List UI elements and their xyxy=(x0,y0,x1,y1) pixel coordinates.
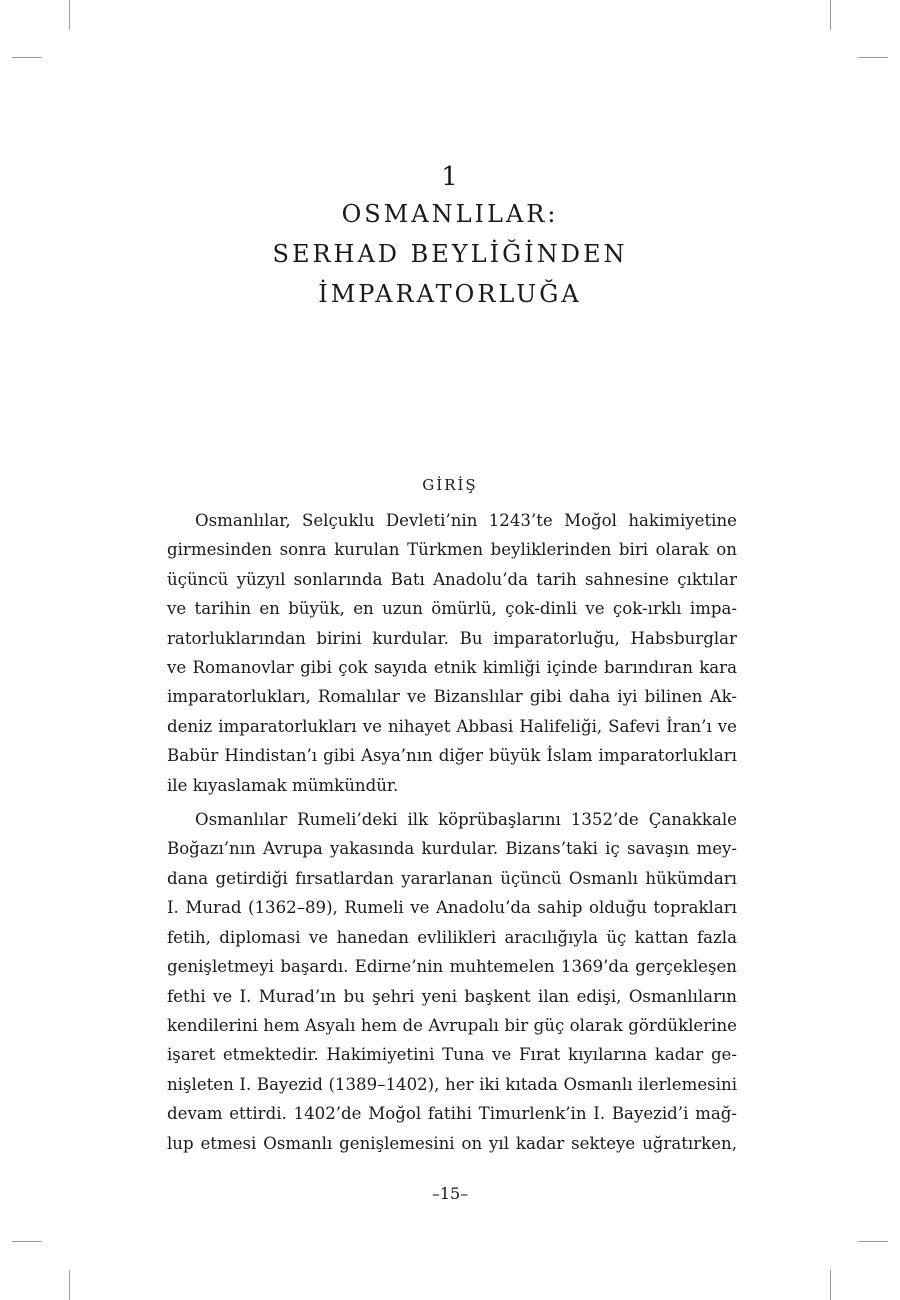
text-line: girmesinden sonra kurulan Türkmen beyliklerinden biri olarak on xyxy=(167,540,737,560)
text-line: devam ettirdi. 1402’de Moğol fatihi Timurlenk’in I. Bayezid’i mağ- xyxy=(167,1104,737,1124)
crop-mark-right-top xyxy=(858,57,888,58)
text-line: Osmanlılar Rumeli’deki ilk köprübaşlarını 1352’de Çanakkale xyxy=(195,810,737,830)
text-line: fethi ve I. Murad’ın bu şehri yeni başkent ilan edişi, Osmanlıların xyxy=(167,986,737,1006)
text-line: genişletmeyi başardı. Edirne’nin muhtemelen 1369’da gerçekleşen xyxy=(167,957,737,977)
text-line: Babür Hindistan’ı gibi Asya’nın diğer büyük İslam imparatorlukları xyxy=(167,746,737,766)
text-line: Boğazı’nın Avrupa yakasında kurdular. Bizans’taki iç savaşın mey- xyxy=(167,839,737,859)
body-text xyxy=(167,506,737,1158)
crop-mark-left-top xyxy=(12,57,42,58)
text-line: deniz imparatorlukları ve nihayet Abbasi Halifeliği, Safevi İran’ı ve xyxy=(167,716,737,736)
chapter-title-line-3: İMPARATORLUĞA xyxy=(318,280,582,308)
text-line: lup etmesi Osmanlı genişlemesini on yıl kadar sekteye uğratırken, xyxy=(167,1133,737,1153)
text-line: kendilerini hem Asyalı hem de Avrupalı bir güç olarak gördüklerine xyxy=(167,1015,737,1035)
text-line: Osmanlılar, Selçuklu Devleti’nin 1243’te Moğol hakimiyetine xyxy=(195,511,737,530)
section-heading: GİRİŞ xyxy=(422,476,478,494)
chapter-title-line-2: SERHAD BEYLİĞİNDEN xyxy=(272,240,628,268)
page-number: –15– xyxy=(431,1184,469,1203)
chapter-title-line-1: OSMANLILAR: xyxy=(341,200,559,228)
text-line: ve tarihin en büyük, en uzun ömürlü, çok-dinli ve çok-ırklı impa- xyxy=(167,599,737,619)
text-line: fetih, diplomasi ve hanedan evlilikleri aracılığıyla üç kattan fazla xyxy=(167,927,737,947)
paragraph-1 xyxy=(167,506,737,800)
text-line: I. Murad (1362–89), Rumeli ve Anadolu’da sahip olduğu toprakları xyxy=(167,898,737,918)
paragraph-2 xyxy=(167,805,737,1158)
crop-mark-bottom-left xyxy=(69,1270,70,1300)
text-line: ile kıyaslamak mümkündür. xyxy=(167,775,399,795)
chapter-heading xyxy=(0,160,900,314)
text-line: dana getirdiği fırsatlardan yararlanan üçüncü Osmanlı hükümdarı xyxy=(167,868,737,888)
text-line: ratorluklarından birini kurdular. Bu imparatorluğu, Habsburglar xyxy=(167,628,737,648)
crop-mark-left-bottom xyxy=(12,1241,42,1242)
chapter-number: 1 xyxy=(441,162,459,192)
text-line: ve Romanovlar gibi çok sayıda etnik kimliği içinde barındıran kara xyxy=(167,658,737,678)
crop-mark-bottom-right xyxy=(830,1270,831,1300)
crop-mark-top-right xyxy=(830,0,831,30)
text-line: nişleten I. Bayezid (1389–1402), her iki kıtada Osmanlı ilerlemesini xyxy=(167,1074,737,1094)
text-line: üçüncü yüzyıl sonlarında Batı Anadolu’da tarih sahnesine çıktılar xyxy=(167,569,737,589)
crop-mark-right-bottom xyxy=(858,1241,888,1242)
text-line: işaret etmektedir. Hakimiyetini Tuna ve Fırat kıyılarına kadar ge- xyxy=(167,1045,737,1065)
crop-mark-top-left xyxy=(69,0,70,30)
text-line: imparatorlukları, Romalılar ve Bizanslılar gibi daha iyi bilinen Ak- xyxy=(167,687,737,707)
